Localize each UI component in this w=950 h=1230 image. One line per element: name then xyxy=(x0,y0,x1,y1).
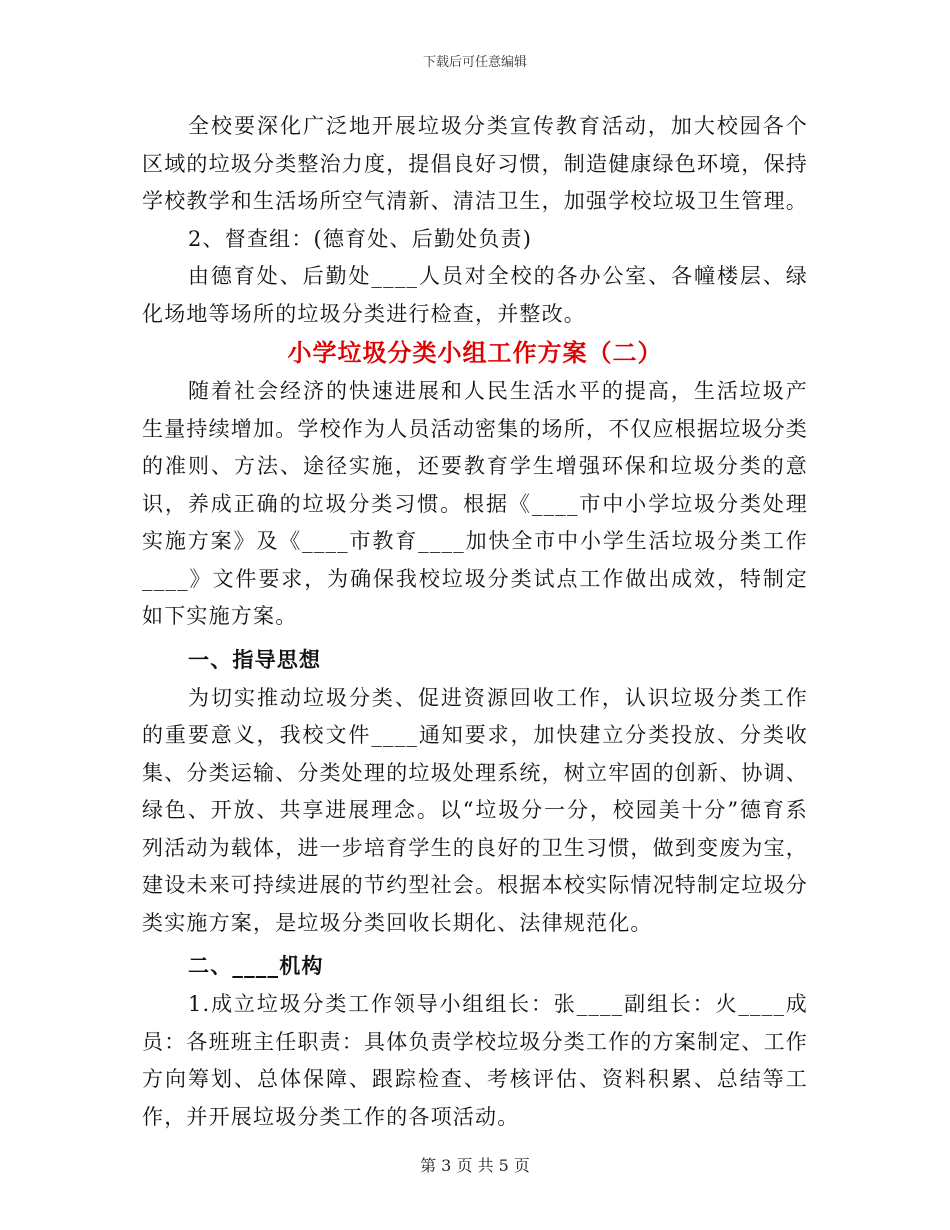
section-title: 小学垃圾分类小组工作方案（二） xyxy=(287,338,663,367)
paragraph-guiding-ideology: 为切实推动垃圾分类、促进资源回收工作，认识垃圾分类工作的重要意义，我校文件____通知要求，加快建立分类投放、分类收集、分类运输、分类处理的垃圾处理系统，树立牢固的创新、协调、绿色、开放、共享进展理念。以“垃圾分一分，校园美十分”德育系列活动为载体，进一步培育学生的良好的卫生习惯，做到变废为宝，建设未来可持续进展的节约型社会。根据本校实际情况特制定垃圾分类实施方案，是垃圾分类回收长期化、法律规范化。 xyxy=(142,685,808,935)
heading-organization: 二、____机构 xyxy=(188,953,324,978)
page-header: 下载后可任意编辑 xyxy=(422,55,527,70)
heading-guiding-ideology: 一、指导思想 xyxy=(188,646,322,672)
paragraph-supervision-group: 2、督查组：(德育处、后勤处负责) xyxy=(188,226,533,251)
paragraph-campus-campaign: 全校要深化广泛地开展垃圾分类宣传教育活动，加大校园各个区域的垃圾分类整治力度，提倡良好习惯，制造健康绿色环境，保持学校教学和生活场所空气清新、清洁卫生，加强学校垃圾卫生管理。 xyxy=(142,114,808,213)
paragraph-leading-group: 1.成立垃圾分类工作领导小组组长：张____副组长：火____成员：各班班主任职责：具体负责学校垃圾分类工作的方案制定、工作方向筹划、总体保障、跟踪检查、考核评估、资料积累、总结等工作，并开展垃圾分类工作的各项活动。 xyxy=(142,992,808,1129)
page-number-footer: 第 3 页 共 5 页 xyxy=(420,1156,530,1175)
paragraph-supervision-duty: 由德育处、后勤处____人员对全校的各办公室、各幢楼层、绿化场地等场所的垃圾分类进行检查，并整改。 xyxy=(142,264,808,326)
document-body xyxy=(142,108,808,1136)
paragraph-intro: 随着社会经济的快速进展和人民生活水平的提高，生活垃圾产生量持续增加。学校作为人员活动密集的场所，不仅应根据垃圾分类的准则、方法、途径实施，还要教育学生增强环保和垃圾分类的意识，养成正确的垃圾分类习惯。根据《____市中小学垃圾分类处理实施方案》及《____市教育____加快全市中小学生活垃圾分类工作____》文件要求，为确保我校垃圾分类试点工作做出成效，特制定如下实施方案。 xyxy=(142,379,808,628)
